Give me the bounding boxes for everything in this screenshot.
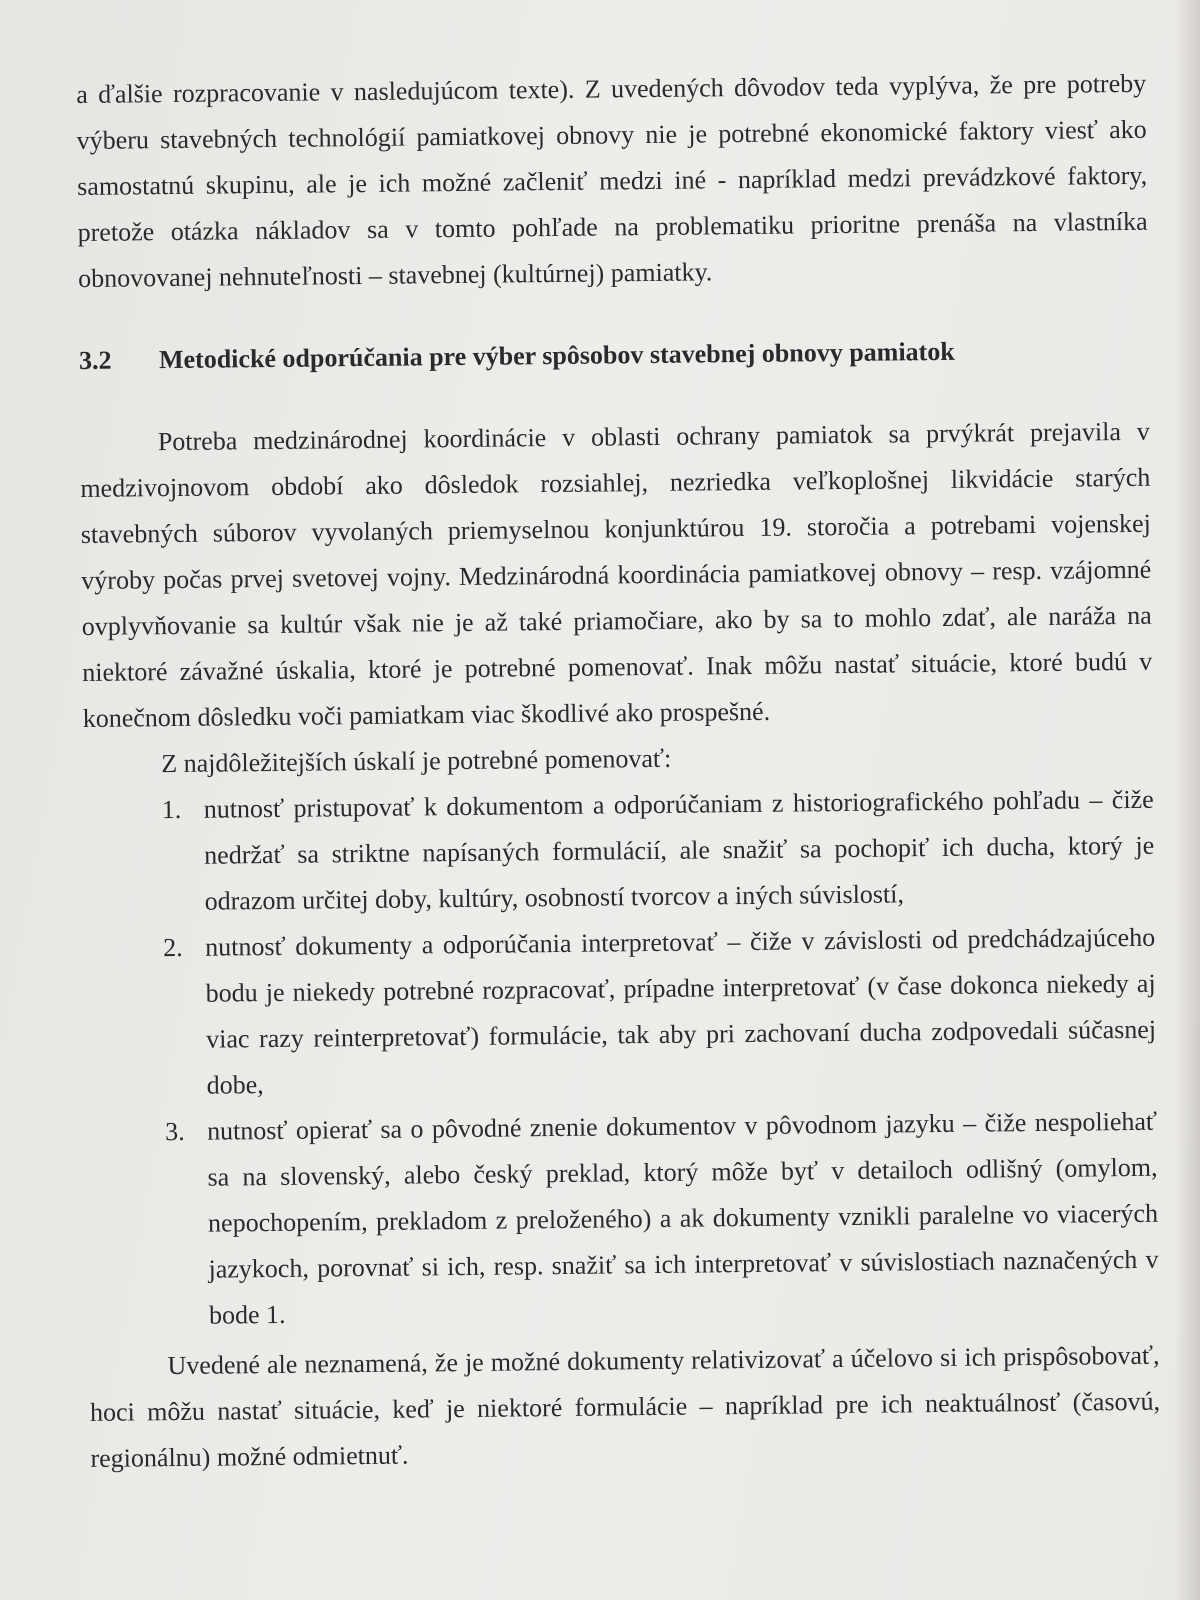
list-intro: Z najdôležitejších úskalí je potrebné pomenovať:	[161, 743, 672, 779]
paragraph-closing: Uvedené ale neznamená, že je možné dokumenty relativizovať a účelovo si ich prispôsobovať, hoci môžu nastať situácie, keď je niektoré formulácie – napríklad pre ich neaktuálnosť (časovú, regionálnu) možné odmietnuť.	[89, 1340, 1161, 1473]
list-item-text: nutnosť pristupovať k dokumentom a odporúčaniam z historiografického pohľadu – čiže nedržať sa striktne napísaných formulácií, ale snažiť sa pochopiť ich ducha, ktorý je odrazom určitej doby, kultúry, osobností tvorcov a iných súvislostí,	[203, 784, 1155, 916]
list-item-number: 3.	[164, 1116, 185, 1147]
section-heading	[79, 327, 1149, 384]
page-content	[76, 61, 1161, 1482]
numbered-list	[83, 777, 1159, 1340]
section-title: Metodické odporúčania pre výber spôsobov stavebnej obnovy pamiatok	[158, 336, 955, 375]
list-item	[87, 1099, 1159, 1340]
list-item-number: 2.	[163, 932, 183, 963]
list-item	[83, 777, 1154, 926]
paragraph-coordination: Potreba medzinárodnej koordinácie v oblasti ochrany pamiatok sa prvýkrát prejavila v medzivojnovom období ako dôsledok rozsiahlej, nezriedka veľkoplošnej likvidácie starých stavebných súborov vyvolaných priemyselnou konjunktúrou 19. storočia a potrebami vojenskej výroby počas prvej svetovej vojny. Medzinárodná koordinácia pamiatkovej obnovy – resp. vzájomné ovplyvňovanie sa kultúr však nie je až také priamočiare, ako by sa to mohlo zdať, ale naráža na niektoré závažné úskalia, ktoré je potrebné pomenovať. Inak môžu nastať situácie, ktoré budú v konečnom dôsledku voči pamiatkam viac škodlivé ako prospešné.	[80, 416, 1153, 733]
list-item-text: nutnosť dokumenty a odporúčania interpretovať – čiže v závislosti od predchádzajúceho bodu je niekedy potrebné rozpracovať, prípadne interpretovať (v čase dokonca niekedy aj viac razy reinterpretovať) formulácie, tak aby pri zachovaní ducha zodpovedali súčasnej dobe,	[205, 922, 1157, 1100]
paragraph-continuation: a ďalšie rozpracovanie v nasledujúcom texte). Z uvedených dôvodov teda vyplýva, že pre potreby výberu stavebných technológií pamiatkovej obnovy nie je potrebné ekonomické faktory viesť ako samostatnú skupinu, ale je ich možné začleniť medzi iné - napríklad medzi prevádzkové faktory, pretože otázka nákladov sa v tomto pohľade na problematiku prioritne prenáša na vlastníka obnovovanej nehnuteľnosti – stavebnej (kultúrnej) pamiatky.	[76, 68, 1148, 293]
list-item-number: 1.	[161, 794, 182, 825]
list-item-text: nutnosť opierať sa o pôvodné znenie dokumentov v pôvodnom jazyku – čiže nespoliehať sa na slovenský, alebo český preklad, ktorý môže byť v detailoch odlišný (omylom, nepochopením, prekladom z preloženého) a ak dokumenty vznikli paralelne vo viacerých jazykoch, porovnať si ich, resp. snažiť sa ich interpretovať v súvislostiach naznačených v bode 1.	[206, 1106, 1159, 1330]
page-edge-shadow	[1174, 0, 1200, 1600]
list-item	[85, 915, 1157, 1110]
section-number: 3.2	[78, 345, 112, 375]
